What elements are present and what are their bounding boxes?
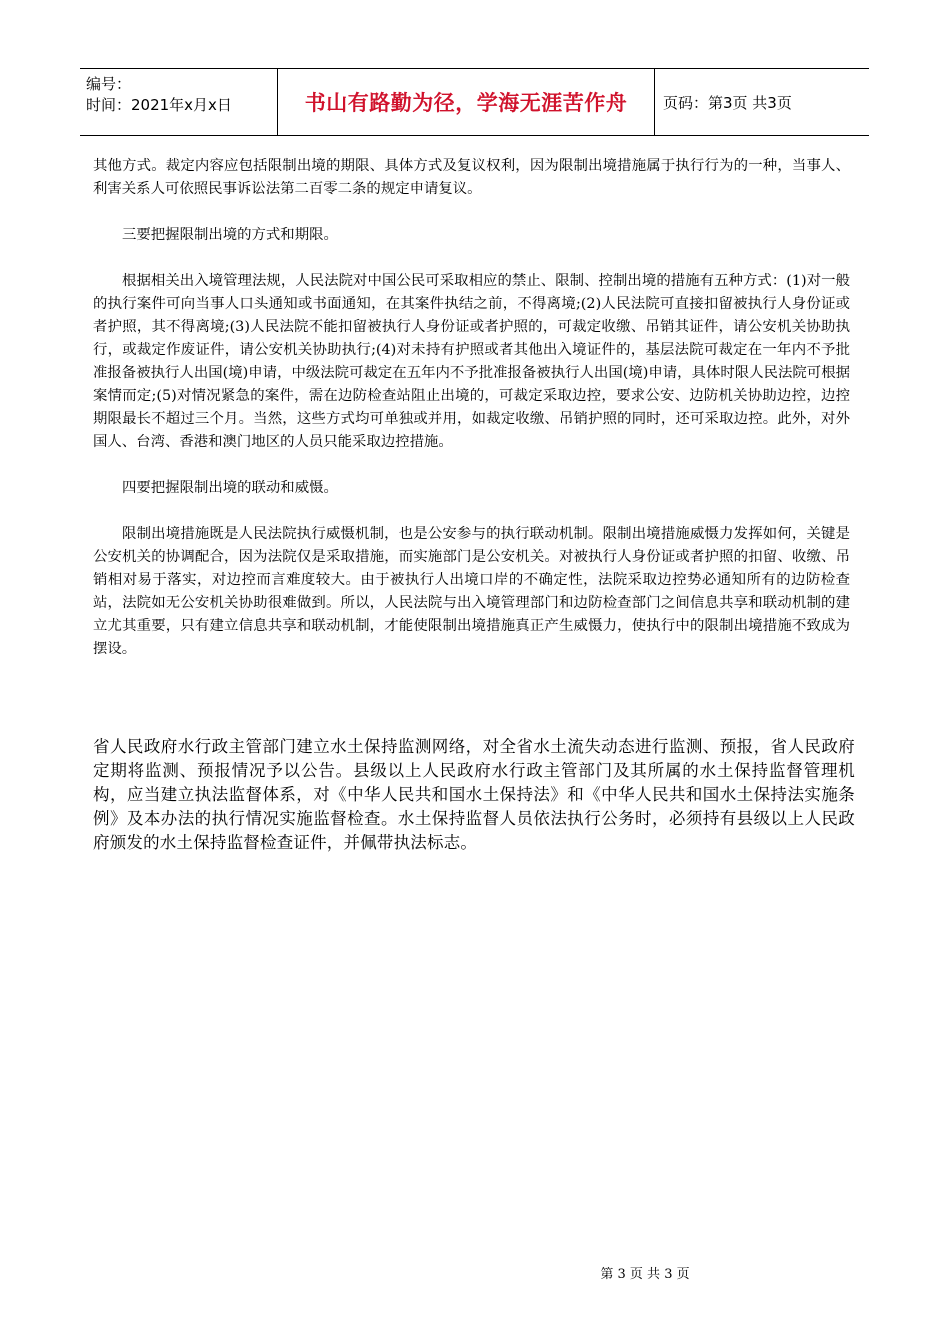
section-heading: 三要把握限制出境的方式和期限。 <box>122 227 338 243</box>
page-footer: 第 3 页 共 3 页 <box>600 1267 690 1282</box>
document-body <box>93 155 850 661</box>
appended-paragraph: 省人民政府水行政主管部门建立水土保持监测网络，对全省水土流失动态进行监测、预报，省人民政府定期将监测、预报情况予以公告。县级以上人民政府水行政主管部门及其所属的水土保持监督管理机构，应当建立执法监督体系，对《中华人民共和国水土保持法》和《中华人民共和国水土保持法实施条例》及本办法的执行情况实施监督检查。水土保持监督人员依法执行公务时，必须持有县级以上人民政府颁发的水土保持监督检查证件，并佩带执法标志。 <box>93 737 855 852</box>
page-header <box>80 68 869 136</box>
header-page-label: 页码：第3页 共3页 <box>663 93 792 112</box>
document-number-label: 编号： <box>86 75 132 93</box>
body-paragraph: 根据相关出入境管理法规，人民法院对中国公民可采取相应的禁止、限制、控制出境的措施有五种方式：(1)对一般的执行案件可向当事人口头通知或书面通知，在其案件执结之前，不得离境;(2)人民法院可直接扣留被执行人身份证或者护照，其不得离境;(3)人民法院不能扣留被执行人身份证或者护照的，可裁定收缴、吊销其证件，请公安机关协助执行，或裁定作废证件，请公安机关协助执行;(4)对未持有护照或者其他出入境证件的，基层法院可裁定在一年内不予批准报备被执行人出国(境)申请，中级法院可裁定在五年内不予批准报备被执行人出国(境)申请，具体时限人民法院可根据案情而定;(5)对情况紧急的案件，需在边防检查站阻止出境的，可裁定采取边控，要求公安、边防机关协助边控，边控期限最长不超过三个月。当然，这些方式均可单独或并用，如裁定收缴、吊销护照的同时，还可采取边控。此外，对外国人、台湾、香港和澳门地区的人员只能采取边控措施。 <box>93 273 850 450</box>
body-paragraph: 其他方式。裁定内容应包括限制出境的期限、具体方式及复议权利，因为限制出境措施属于执行行为的一种，当事人、利害关系人可依照民事诉讼法第二百零二条的规定申请复议。 <box>93 158 850 197</box>
header-meta <box>80 69 278 135</box>
document-time-label: 时间：2021年x月x日 <box>86 96 232 114</box>
header-motto: 书山有路勤为径，学海无涯苦作舟 <box>278 69 655 135</box>
body-paragraph: 限制出境措施既是人民法院执行威慑机制，也是公安参与的执行联动机制。限制出境措施威慑力发挥如何，关键是公安机关的协调配合，因为法院仅是采取措施，而实施部门是公安机关。对被执行人身份证或者护照的扣留、收缴、吊销相对易于落实，对边控而言难度较大。由于被执行人出境口岸的不确定性，法院采取边控势必通知所有的边防检查站，法院如无公安机关协助很难做到。所以，人民法院与出入境管理部门和边防检查部门之间信息共享和联动机制的建立尤其重要，只有建立信息共享和联动机制，才能使限制出境措施真正产生威慑力，使执行中的限制出境措施不致成为摆设。 <box>93 526 850 657</box>
section-heading: 四要把握限制出境的联动和威慑。 <box>122 480 338 496</box>
